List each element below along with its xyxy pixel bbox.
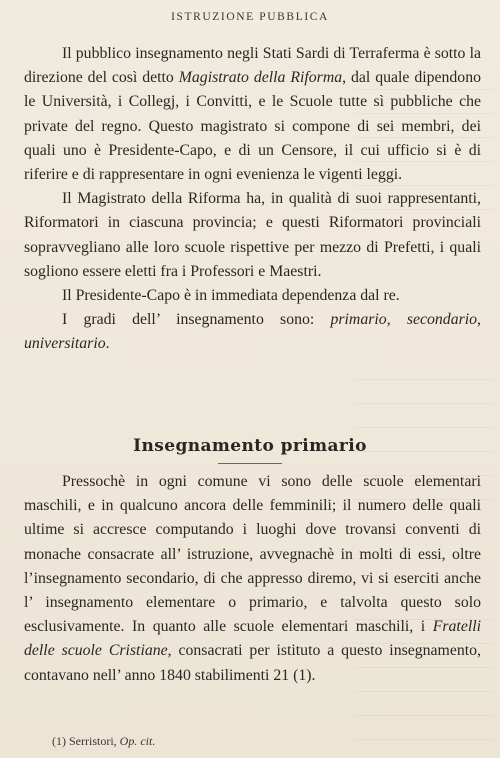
footnote: (1) Serristori, Op. cit. xyxy=(52,734,156,748)
text-block-lower xyxy=(24,470,481,688)
section-heading: Insegnamento primario xyxy=(133,436,367,456)
paragraph-2: Il Magistrato della Riforma ha, in qualità di suoi rappresentanti, Riformatori in ciascuna provincia; e questi Riformatori provinciali sopravvegliano alle loro scuole rispettive per mezzo di Prefetti, i quali sogliono essere eletti fra i Professori e Maestri. xyxy=(24,190,481,280)
paragraph-5: Pressochè in ogni comune vi sono delle scuole elementari maschili, e in qualcuno ancora delle femminili; il numero delle quali ultime si accresce computando i luoghi dove trovansi conventi di monache consacrate all’ istruzione, avvegnachè in molti di essi, oltre l’insegnamento secondario, di che appresso diremo, vi si eserciti anche l’ insegnamento elementare o primario, e talvolta questo solo esclusivamente. In quanto alle scuole elementari maschili, i Fratelli delle scuole Cristiane, consacrati per istituto a questo insegnamento, contavano nell’ anno 1840 stabilimenti 21 (1). xyxy=(24,473,481,684)
paragraph-3: Il Presidente-Capo è in immediata dependenza dal re. xyxy=(62,287,400,305)
running-head: ISTRUZIONE PUBBLICA xyxy=(171,11,329,23)
heading-rule xyxy=(218,463,282,464)
text-block-upper xyxy=(24,42,481,357)
paragraph-4: I gradi dell’ insegnamento sono: primario, secondario, universitario. xyxy=(24,311,481,353)
paragraph-1: Il pubblico insegnamento negli Stati Sardi di Terraferma è sotto la direzione del così detto Magistrato della Riforma, dal quale dipendono le Università, i Collegj, i Convitti, e le Scuole tutte sì pubbliche che private del regno. Questo magistrato si compone di sei membri, dei quali uno è Presidente-Capo, e di un Censore, il cui ufficio si è di riferire e di rappresentare in ogni evenienza le vigenti leggi. xyxy=(24,45,482,184)
